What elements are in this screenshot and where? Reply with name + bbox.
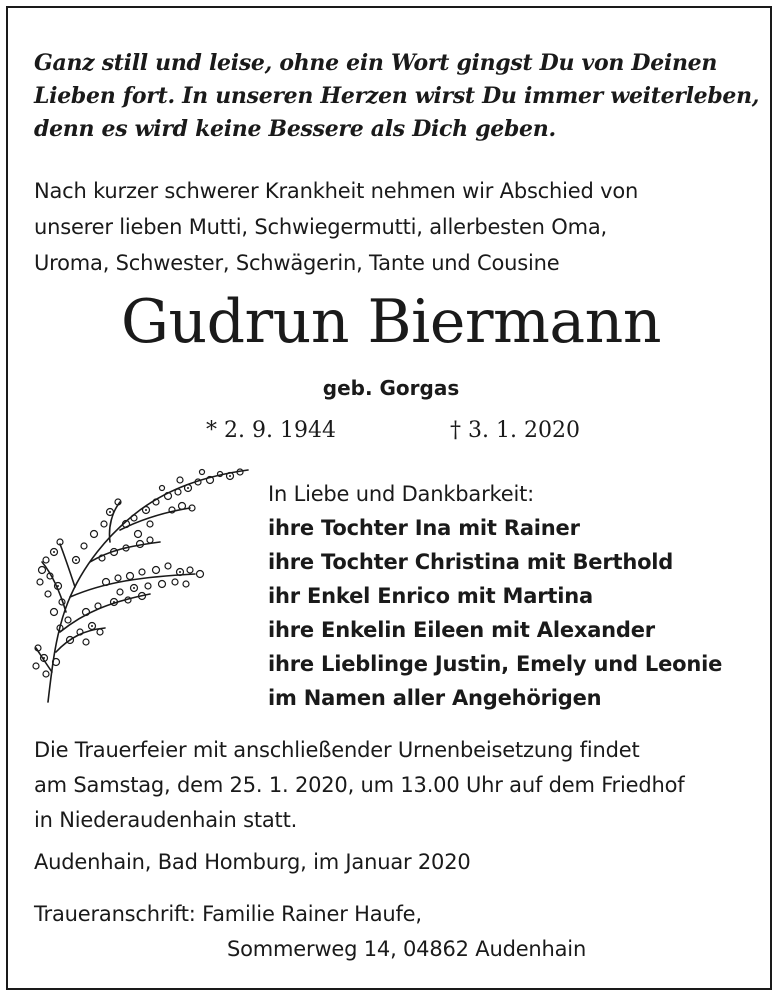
address-street-line: Sommerweg 14, 04862 Audenhain [227, 937, 587, 961]
funeral-line: Die Trauerfeier mit anschließender Urnenbeisetzung findet [34, 738, 640, 762]
birth-date: * 2. 9. 1944 [206, 418, 336, 443]
family-member: ihre Enkelin Eileen mit Alexander [268, 618, 655, 642]
family-member: ihre Tochter Ina mit Rainer [268, 516, 580, 540]
family-member: im Namen aller Angehörigen [268, 686, 602, 710]
intro-line: Nach kurzer schwerer Krankheit nehmen wir Abschied von [34, 179, 639, 203]
family-member: ihre Tochter Christina mit Berthold [268, 550, 674, 574]
poem-line: Ganz still und leise, ohne ein Wort gingst Du von Deinen [34, 50, 718, 76]
death-date: † 3. 1. 2020 [450, 418, 580, 443]
funeral-line: am Samstag, dem 25. 1. 2020, um 13.00 Uhr auf dem Friedhof [34, 773, 685, 797]
family-member: ihre Lieblinge Justin, Emely und Leonie [268, 652, 723, 676]
address-label-line: Traueranschrift: Familie Rainer Haufe, [34, 902, 422, 926]
family-list [268, 477, 768, 715]
birth-name: geb. Gorgas [322, 376, 460, 400]
flowering-branch-icon [30, 462, 255, 707]
mourning-address [34, 897, 754, 967]
life-dates [0, 414, 782, 448]
intro-line: Uroma, Schwester, Schwägerin, Tante und Cousine [34, 251, 560, 275]
intro-text [34, 173, 754, 281]
deceased-name: Gudrun Biermann [121, 287, 661, 357]
funeral-line: in Niederaudenhain statt. [34, 808, 298, 832]
funeral-info [34, 733, 754, 838]
poem-line: denn es wird keine Bessere als Dich geben. [34, 116, 556, 142]
intro-line: unserer lieben Mutti, Schwiegermutti, allerbesten Oma, [34, 215, 607, 239]
family-heading: In Liebe und Dankbarkeit: [268, 482, 535, 506]
family-member: ihr Enkel Enrico mit Martina [268, 584, 593, 608]
poem [34, 47, 760, 146]
place-and-date: Audenhain, Bad Homburg, im Januar 2020 [34, 850, 471, 874]
poem-line: Lieben fort. In unseren Herzen wirst Du immer weiterleben, [34, 83, 760, 109]
